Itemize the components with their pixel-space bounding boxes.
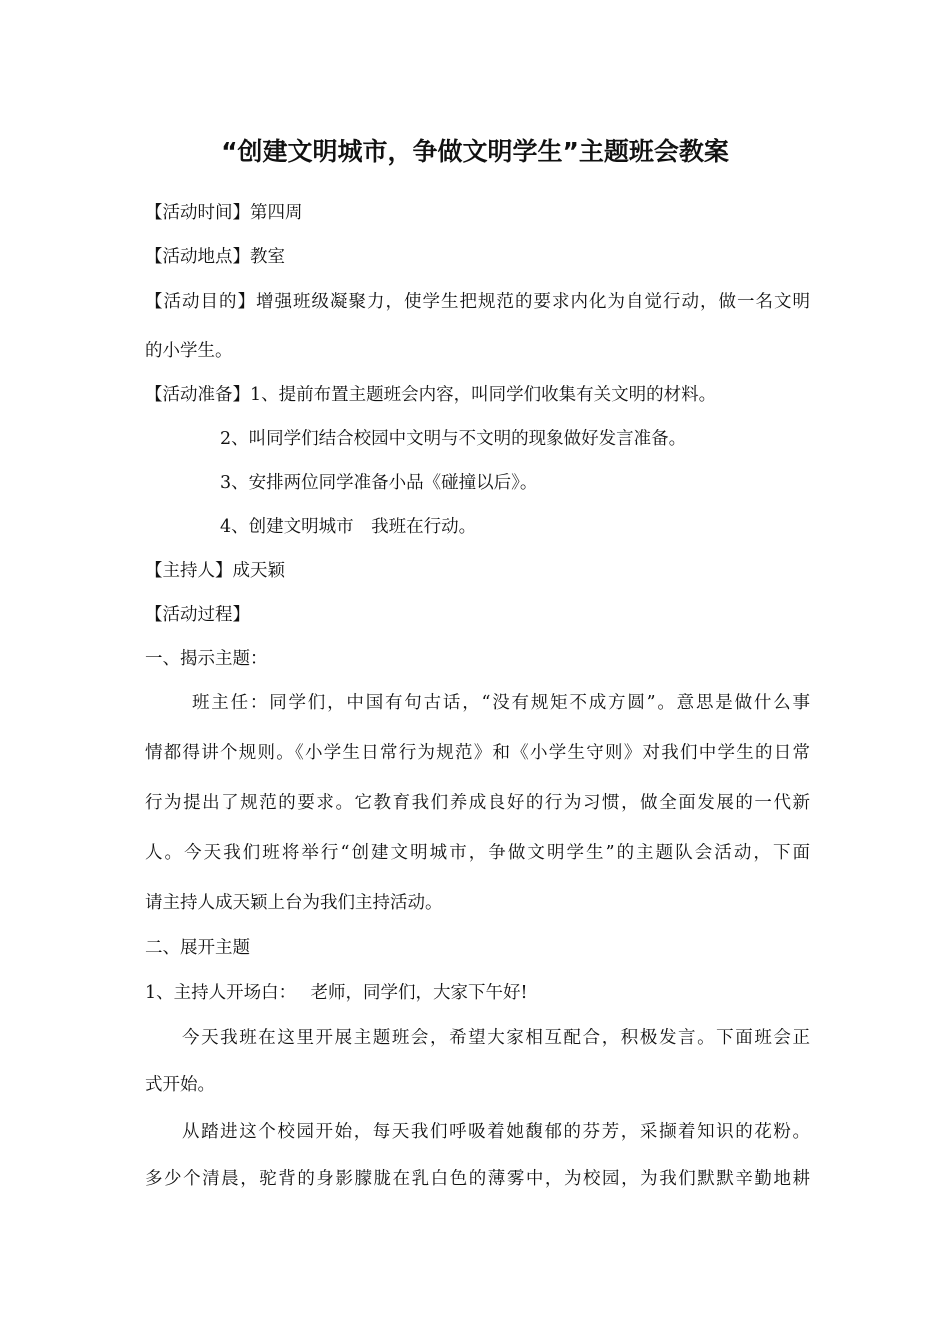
activity-prep-4: 4、创建文明城市 我班在行动。	[220, 517, 477, 537]
paragraph-line: 今天我班在这里开展主题班会，希望大家相互配合，积极发言。下面班会正	[182, 1028, 810, 1048]
host: 【主持人】成天颖	[145, 561, 285, 581]
process-heading: 【活动过程】	[145, 605, 250, 625]
paragraph-line: 班主任：同学们，中国有句古话，“没有规矩不成方圆”。意思是做什么事	[192, 693, 810, 713]
activity-purpose: 【活动目的】增强班级凝聚力，使学生把规范的要求内化为自觉行动，做一名文明	[145, 292, 810, 312]
host-opening: 1、主持人开场白： 老师，同学们，大家下午好!	[145, 983, 528, 1003]
paragraph-line: 行为提出了规范的要求。它教育我们养成良好的行为习惯，做全面发展的一代新	[145, 793, 810, 813]
activity-time: 【活动时间】第四周	[145, 203, 303, 223]
activity-location: 【活动地点】教室	[145, 247, 285, 267]
activity-prep-1: 【活动准备】1、提前布置主题班会内容，叫同学们收集有关文明的材料。	[145, 385, 717, 405]
paragraph-line: 从踏进这个校园开始，每天我们呼吸着她馥郁的芬芳，采撷着知识的花粉。	[182, 1122, 810, 1142]
document-title: “创建文明城市，争做文明学生”主题班会教案	[221, 137, 729, 166]
paragraph-line: 请主持人成天颖上台为我们主持活动。	[145, 893, 443, 913]
activity-purpose-cont: 的小学生。	[145, 341, 233, 361]
paragraph-line: 式开始。	[145, 1075, 215, 1095]
section-one-heading: 一、揭示主题：	[145, 649, 268, 669]
activity-prep-2: 2、叫同学们结合校园中文明与不文明的现象做好发言准备。	[220, 429, 687, 449]
activity-prep-3: 3、安排两位同学准备小品《碰撞以后》。	[220, 473, 538, 493]
section-two-heading: 二、展开主题	[145, 938, 250, 958]
paragraph-line: 情都得讲个规则。《小学生日常行为规范》和《小学生守则》对我们中学生的日常	[145, 743, 810, 763]
paragraph-line: 人。今天我们班将举行“创建文明城市，争做文明学生”的主题队会活动，下面	[145, 843, 810, 863]
paragraph-line: 多少个清晨，驼背的身影朦胧在乳白色的薄雾中，为校园，为我们默默辛勤地耕	[145, 1169, 810, 1189]
